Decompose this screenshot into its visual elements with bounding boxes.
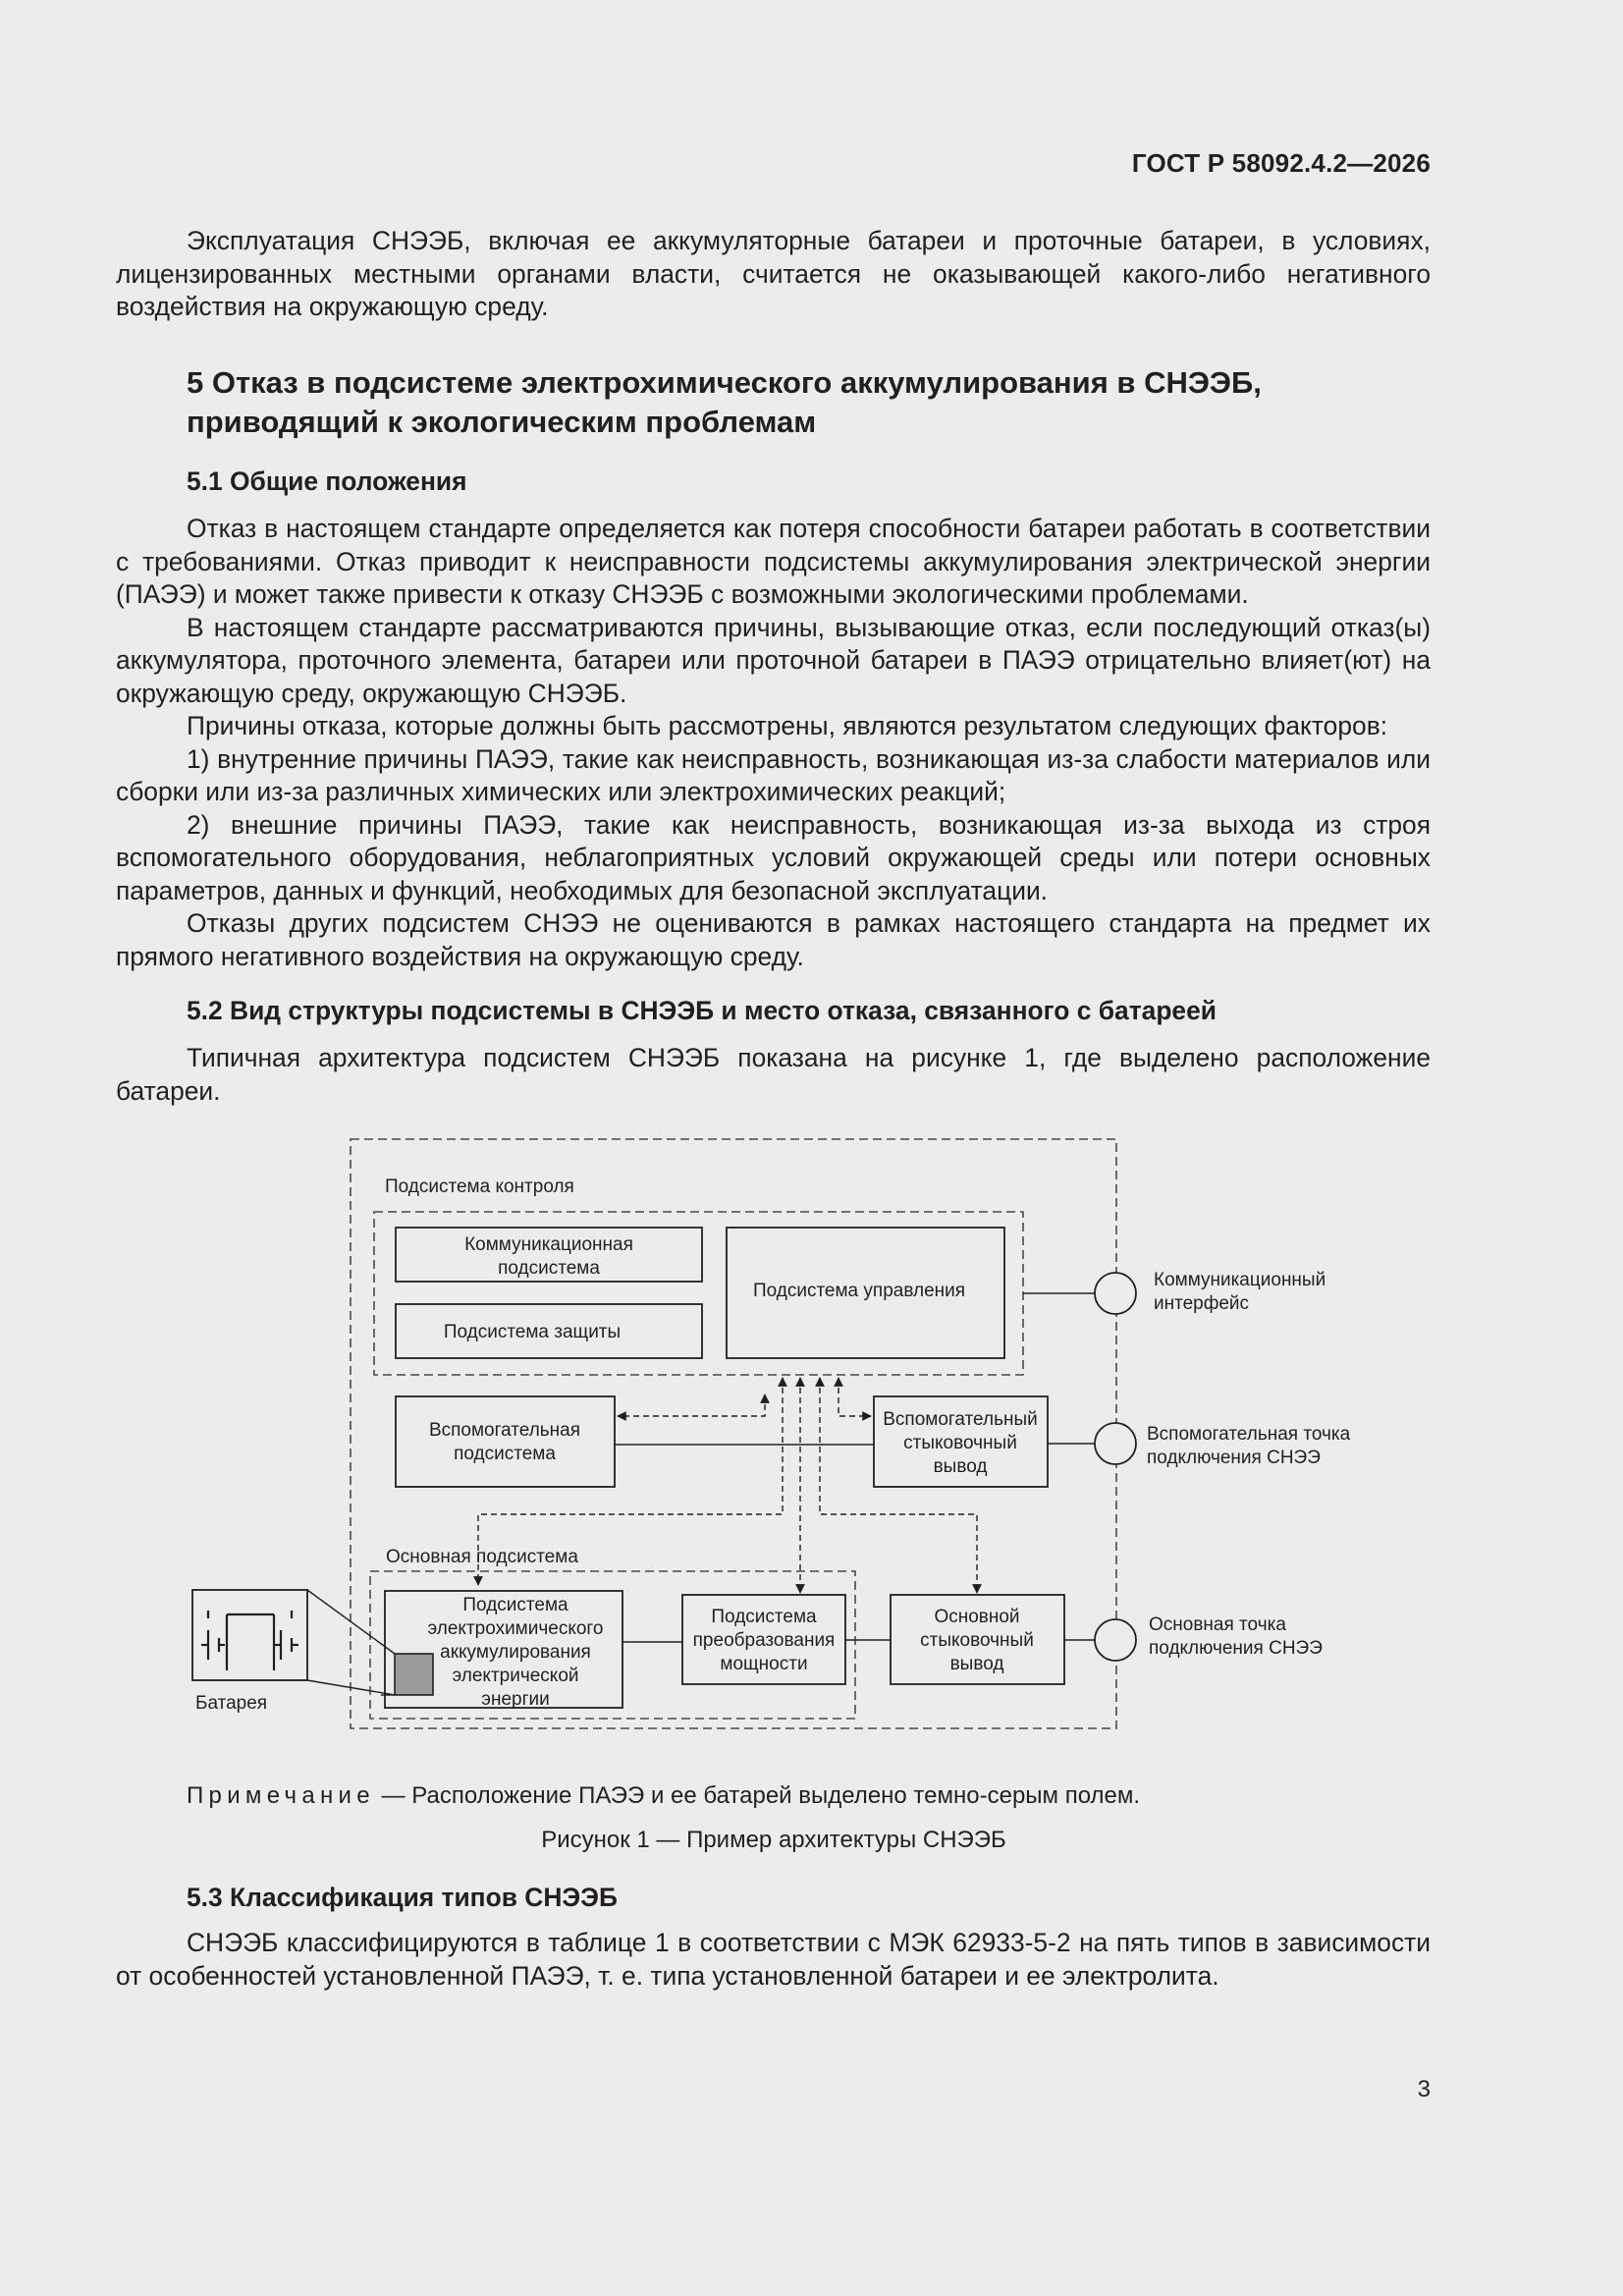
paragraph: В настоящем стандарте рассматриваются причины, вызывающие отказ, если последующий отказ(ы) аккумулятора, проточного элемента, батареи или проточной батареи в ПАЭЭ отрицательно влияет(ют) на окружающую среду, окружающую СНЭЭБ.	[116, 612, 1431, 708]
subsection-5-3-body	[116, 1927, 1431, 1993]
comm-subsystem-line2: подсистема	[498, 1258, 600, 1279]
aux-point-line1: Вспомогательная точка	[1147, 1424, 1351, 1445]
battery-box	[192, 1590, 307, 1680]
control-group-label: Подсистема контроля	[385, 1176, 574, 1197]
paragraph: Типичная архитектура подсистем СНЭЭБ показана на рисунке 1, где выделено расположение батареи.	[116, 1043, 1431, 1106]
storage-subsystem-line3: аккумулирования	[440, 1642, 591, 1663]
battery-label: Батарея	[195, 1693, 268, 1714]
storage-subsystem-line5: энергии	[481, 1689, 550, 1710]
figure-caption: Рисунок 1 — Пример архитектуры СНЭЭБ	[541, 1827, 1006, 1853]
paragraph: СНЭЭБ классифицируются в таблице 1 в соответствии с МЭК 62933-5-2 на пять типов в зависимости от особенностей установленной ПАЭЭ, т. е. типа установленной батареи и ее электролита.	[116, 1928, 1431, 1991]
comm-subsystem-line1: Коммуникационная	[464, 1234, 633, 1255]
aux-point-line2: подключения СНЭЭ	[1147, 1448, 1321, 1468]
comm-interface-port	[1095, 1273, 1136, 1314]
subsection-title: 5.1 Общие положения	[187, 466, 467, 496]
storage-subsystem-line1: Подсистема	[462, 1595, 568, 1615]
aux-terminal-line1: Вспомогательный	[883, 1409, 1038, 1430]
note-label: Примечание	[187, 1782, 375, 1809]
battery-symbol-icon	[201, 1611, 298, 1670]
page-number: 3	[1417, 2076, 1431, 2103]
aux-subsystem-line1: Вспомогательная	[428, 1420, 581, 1441]
management-subsystem-label: Подсистема управления	[752, 1281, 966, 1301]
battery-highlight	[395, 1654, 433, 1695]
section-title: 5 Отказ в подсистеме электрохимического аккумулирования в СНЭЭБ, приводящий к экологическим проблемам	[187, 365, 1262, 439]
subsection-title: 5.2 Вид структуры подсистемы в СНЭЭБ и место отказа, связанного с батареей	[187, 996, 1217, 1025]
list-item: 2) внешние причины ПАЭЭ, такие как неисправность, возникающая из-за выхода из строя вспомогательного оборудования, неблагоприятных условий окружающей среды или потери основных параметров, данных и функций, необходимых для безопасной эксплуатации.	[116, 809, 1431, 905]
paragraph: Причины отказа, которые должны быть рассмотрены, являются результатом следующих факторов:	[187, 711, 1388, 740]
standard-code: ГОСТ Р 58092.4.2—2026	[1131, 148, 1431, 178]
aux-terminal-line2: стыковочный	[903, 1433, 1017, 1453]
paragraph: Отказы других подсистем СНЭЭ не оцениваются в рамках настоящего стандарта на предмет их прямого негативного воздействия на окружающую среду.	[116, 908, 1431, 971]
list-item: 1) внутренние причины ПАЭЭ, такие как неисправность, возникающая из-за слабости материалов или сборки или из-за различных химических или электрохимических реакций;	[116, 743, 1431, 806]
storage-subsystem-line4: электрической	[452, 1666, 579, 1686]
paragraph: Отказ в настоящем стандарте определяется как потеря способности батареи работать в соответствии с требованиями. Отказ приводит к неисправности подсистемы аккумулирования электрической энергии (ПАЭЭ) и может также привести к отказу СНЭЭБ с возможными экологическими проблемами.	[116, 514, 1431, 609]
protection-subsystem-label: Подсистема защиты	[443, 1322, 622, 1342]
paragraph: Эксплуатация СНЭЭБ, включая ее аккумуляторные батареи и проточные батареи, в условиях, лицензированных местными органами власти, считается не оказывающей какого-либо негативного воздействия на окружающую среду.	[116, 226, 1431, 321]
main-terminal-line2: стыковочный	[920, 1630, 1034, 1651]
conversion-subsystem-line1: Подсистема	[711, 1607, 817, 1627]
main-connection-port	[1095, 1619, 1136, 1661]
subsection-title: 5.3 Классификация типов СНЭЭБ	[187, 1883, 618, 1912]
conversion-subsystem-line2: преобразования	[692, 1630, 836, 1651]
main-point-line2: подключения СНЭЭ	[1149, 1638, 1323, 1659]
aux-subsystem-box	[396, 1396, 615, 1487]
figure-note	[187, 1782, 1140, 1810]
main-group-label: Основная подсистема	[386, 1547, 578, 1567]
aux-connection-port	[1095, 1423, 1136, 1464]
main-terminal-line1: Основной	[934, 1607, 1020, 1627]
main-terminal-line3: вывод	[949, 1654, 1004, 1674]
control-link	[839, 1378, 871, 1416]
comm-interface-line1: Коммуникационный	[1154, 1270, 1326, 1290]
main-point-line1: Основная точка	[1149, 1614, 1286, 1635]
note-text: — Расположение ПАЭЭ и ее батарей выделено темно-серым полем.	[374, 1782, 1141, 1809]
control-link	[618, 1394, 765, 1416]
aux-terminal-line3: вывод	[933, 1456, 988, 1477]
storage-subsystem-line2: электрохимического	[427, 1618, 604, 1639]
aux-subsystem-line2: подсистема	[454, 1444, 556, 1464]
conversion-subsystem-line3: мощности	[720, 1654, 808, 1674]
comm-interface-line2: интерфейс	[1154, 1293, 1250, 1314]
